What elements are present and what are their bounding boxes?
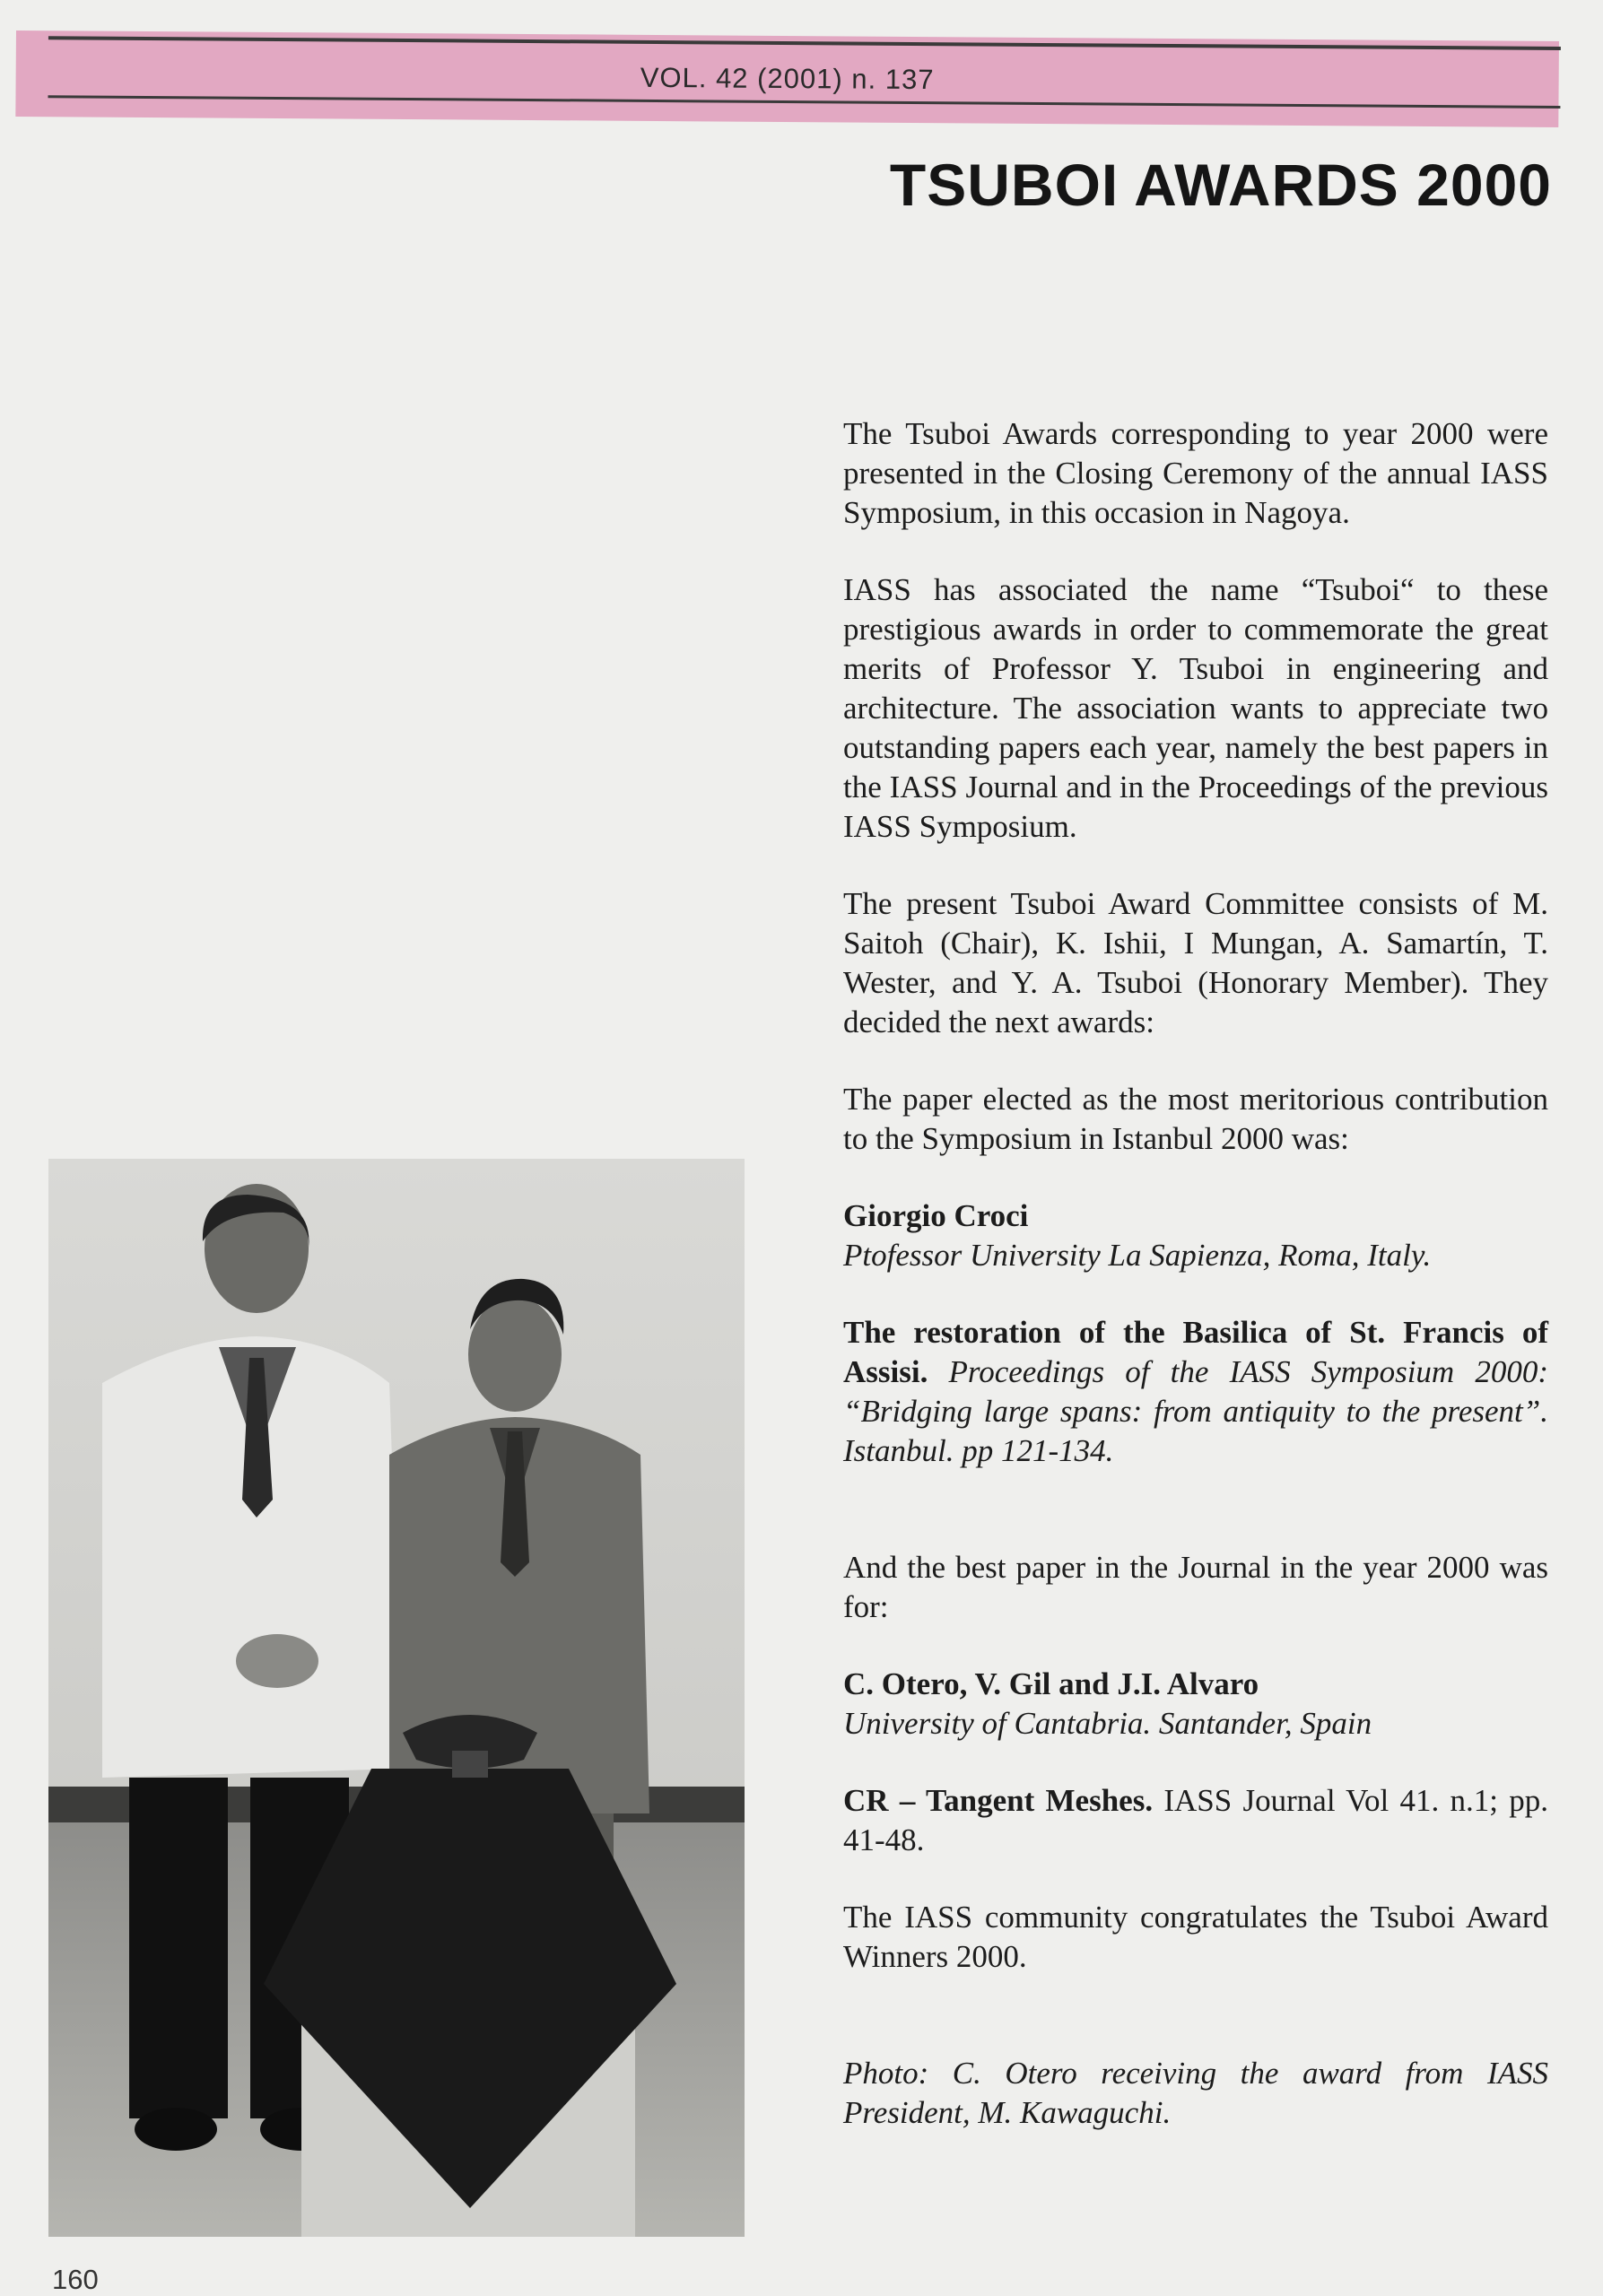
journal-paper-citation: IASS Journal Vol 41. n.1; pp. 41-48. [843,1783,1548,1857]
symposium-paper [843,1313,1548,1471]
committee-paragraph: The present Tsuboi Award Committee consists of M. Saitoh (Chair), K. Ishii, I Mungan, A. Samartín, T. Wester, and Y. A. Tsuboi (Honorary Member). They decided the next awards: [843,886,1548,1039]
symposium-winner [843,1196,1548,1275]
intro-paragraph: The Tsuboi Awards corresponding to year 2000 were presented in the Closing Ceremony of the annual IASS Symposium, in this occasion in Nagoya. [843,416,1548,530]
journal-reference: VOL. 42 (2001) n. 137 [640,61,935,96]
spacer [843,2014,1548,2054]
header-top-rule [48,36,1561,50]
page-number: 160 [52,2264,99,2295]
symposium-affiliation: Ptofessor University La Sapienza, Roma, Italy. [843,1238,1432,1273]
page-title: TSUBOI AWARDS 2000 [889,152,1552,218]
journal-paper-title: CR – Tangent Meshes. [843,1783,1154,1818]
congrats-paragraph: The IASS community congratulates the Tsuboi Award Winners 2000. [843,1900,1548,1974]
journal-intro-paragraph: And the best paper in the Journal in the year 2000 was for: [843,1550,1548,1624]
association-paragraph: IASS has associated the name “Tsuboi“ to these prestigious awards in order to commemorate the great merits of Professor Y. Tsuboi in engineering and architecture. The association wants to appreciate two outstanding papers each year, namely the best papers in the IASS Journal and in the Proceedings of the previous IASS Symposium. [843,572,1548,844]
symposium-paper-citation: Proceedings of the IASS Symposium 2000: “Bridging large spans: from antiquity to the present”. Istanbul. pp 121-134. [843,1354,1548,1468]
symposium-paper-title: The restoration of the Basilica of St. Francis of Assisi. [843,1315,1548,1389]
journal-paper [843,1781,1548,1860]
symposium-author: Giorgio Croci [843,1198,1029,1233]
award-photo [48,1159,745,2237]
symposium-intro-paragraph: The paper elected as the most meritorious contribution to the Symposium in Istanbul 2000 was: [843,1082,1548,1156]
photo-caption: Photo: C. Otero receiving the award from IASS President, M. Kawaguchi. [843,2056,1548,2130]
journal-authors: C. Otero, V. Gil and J.I. Alvaro [843,1666,1259,1701]
header-band [15,30,1559,127]
article-body [843,414,1548,2170]
journal-winner [843,1665,1548,1744]
award-photo-drawing [48,1159,745,2237]
journal-affiliation: University of Cantabria. Santander, Spain [843,1706,1372,1741]
spacer [843,1509,1548,1548]
